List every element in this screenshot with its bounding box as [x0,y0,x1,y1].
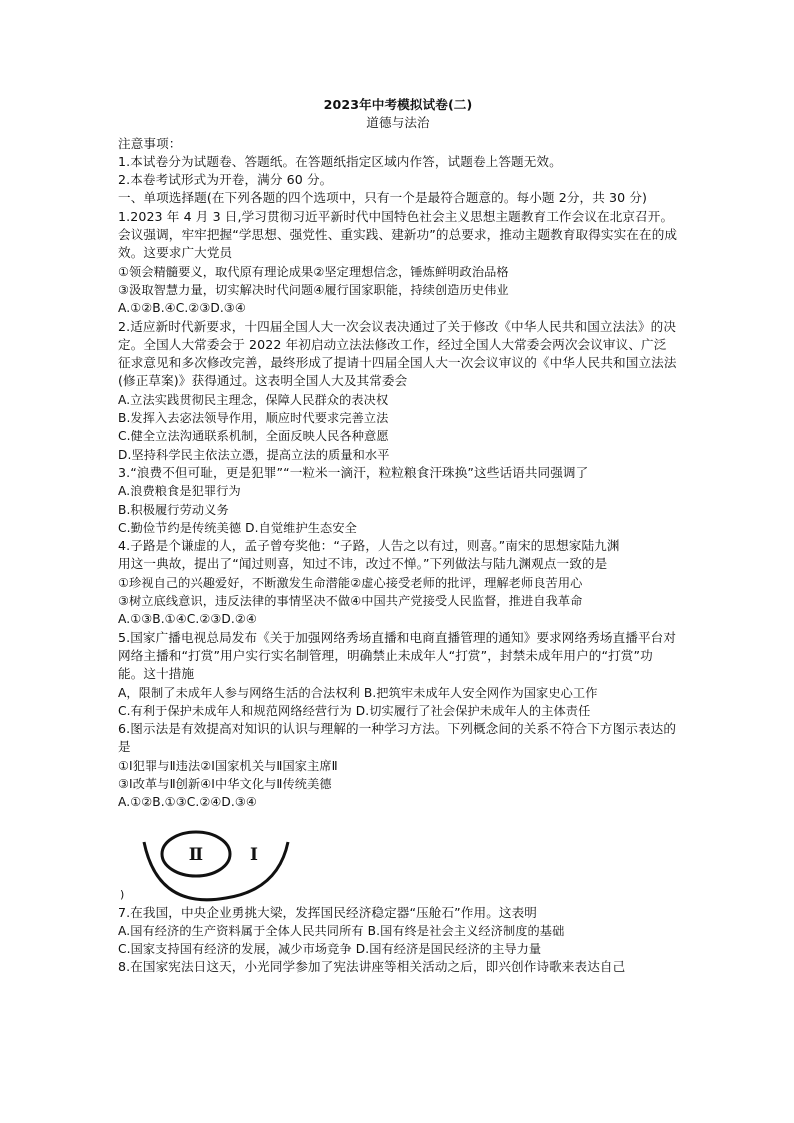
exam-title: 2023年中考模拟试卷(二) [323,97,473,112]
question-7-option-ab: A.国有经济的生产资料属于全体人民共同所有 B.国有终是社会主义经济制度的基础 [118,923,565,938]
question-4-option: ③树立底线意识，违反法律的事情坚决不做④中国共产党接受人民监督，推进自我革命 [118,594,583,609]
question-2-stem: 2.适应新时代新要求，十四届全国人大一次会议表决通过了关于修改《中华人民共和国立法法》的决定。全国人大常委会于 2022 年初启动立法法修改工作，经过全国人大常委会两次会议审议、广泛征求意见和多次修改完善，最终形成了提请十四届全国人大一次会议审议的《中华人民共和国立法法(修正草案)》获得通过。这表明全国人大及其常委会 [118,318,677,389]
outer-label: Ⅰ [249,844,259,865]
question-3-stem: 3.“浪费不但可耻，更是犯罪”“一粒米一滴汗，粒粒粮食汗珠换”这些话语共同强调了 [118,464,589,480]
question-4-stem: 4.子路是个谦虚的人，孟子曾夸奖他：“子路，人告之以有过，则喜。”南宋的思想家陆九渊 [118,538,620,554]
question-1-option: ①领会精髓要义，取代原有理论成果②坚定理想信念，锤炼鲜明政治品格 [118,264,509,279]
notice-item-1: 1.本试卷分为试题卷、答题纸。在答题纸指定区域内作答，试题卷上答题无效。 [118,153,562,169]
exam-subject: 道德与法治 [366,115,430,131]
question-1-stem: 1.2023 年 4 月 3 日,学习贯彻习近平新时代中国特色社会主义思想主题教育工作会议在北京召开。会议强调，牢牢把握“学思想、强党性、重实践、建新功”的总要求，推动主题教育取得实实在在的成效。这要求广大党员 [118,208,678,261]
question-2-option-d: D.坚持科学民主依法立憑，提高立法的质量和水平 [118,447,390,462]
question-1-option: ③汲取智慧力量，切实解决时代问题④履行国家职能，持续创造历史伟业 [118,282,509,297]
question-2-option-a: A.立法实践贯彻民主理念，保障人民群众的表决权 [118,392,389,407]
question-2-option-c: C.健全立法沟通联系机制，全面反映人民各种意愿 [118,429,389,444]
question-4-stem-cont: 用这一典故，提出了“闻过则喜，知过不讳，改过不惮。”下列做法与陆九渊观点一致的是 [118,556,608,572]
question-3-option-b: B.积极履行劳动义务 [118,502,229,517]
concept-diagram [118,820,678,904]
question-6-option: ①Ⅰ犯罪与Ⅱ违法②Ⅰ国家机关与Ⅱ国家主席Ⅱ [118,758,338,773]
question-2-option-b: B.发挥入去宓法领导作用，顺应时代要求完善立法 [118,411,389,426]
section-heading: 一、单项选择题(在下列各题的四个选项中，只有一个是最符合题意的。每小题 2分，共 30 分) [118,190,648,206]
notice-heading: 注意事项： [118,135,182,151]
question-7-stem: 7.在我国，中央企业勇挑大梁，发挥国民经济稳定器“压舱石”作用。这表明 [118,904,537,920]
question-3-option-a: A.浪费粮食是犯罪行为 [118,484,241,499]
question-6-stem: 6.图示法是有效提高对知识的认识与理解的一种学习方法。下列概念间的关系不符合下方图示表达的是 [118,721,677,755]
question-4-answers: A.①③B.①④C.②③D.②④ [118,612,257,627]
question-4-option: ①珍视自己的兴趣爱好，不断激发生命潜能②虚心接受老师的批评，理解老师良苦用心 [118,575,583,590]
exam-page [118,96,678,977]
question-8-stem: 8.在国家宪法日这天，小光同学参加了宪法讲座等相关活动之后，即兴创作诗歌来表达自己 [118,959,626,975]
question-5-option-cd: C.有利于保护未成年人和规范网络经营行为 D.切实履行了社会保护未成年人的主体责任 [118,703,591,718]
question-6-answers: A.①②B.①③C.②④D.③④ [118,795,257,810]
question-6-option: ③Ⅰ改革与Ⅱ创新④Ⅰ中华文化与Ⅱ传统美德 [118,776,332,791]
concept-diagram-svg [118,820,318,904]
figure-trailing-mark: ) [120,887,125,901]
question-1-answers: A.①②B.④C.②③D.③④ [118,301,246,316]
question-3-option-cd: C.勤俭节约是传统美德 D.自觉维护生态安全 [118,520,357,535]
question-5-stem: 5.国家广播电视总局发布《关于加强网络秀场直播和电商直播管理的通知》要求网络秀场直播平台对网络主播和“打赏”用户实行实名制管理，明确禁止未成年人“打赏”，封禁未成年用户的“打赏”功能。这十措施 [118,629,677,682]
question-5-option-ab: A，限制了未成年人参与网络生活的合法权利 B.把筑牢未成年人安全网作为国家史心工作 [118,685,598,700]
question-7-option-cd: C.国家支持国有经济的发展，减少市场竞争 D.国有经济是国民经济的主导力量 [118,942,542,957]
inner-label: Ⅱ [188,844,204,865]
notice-item-2: 2.本卷考试形式为开卷，满分 60 分。 [118,172,333,188]
